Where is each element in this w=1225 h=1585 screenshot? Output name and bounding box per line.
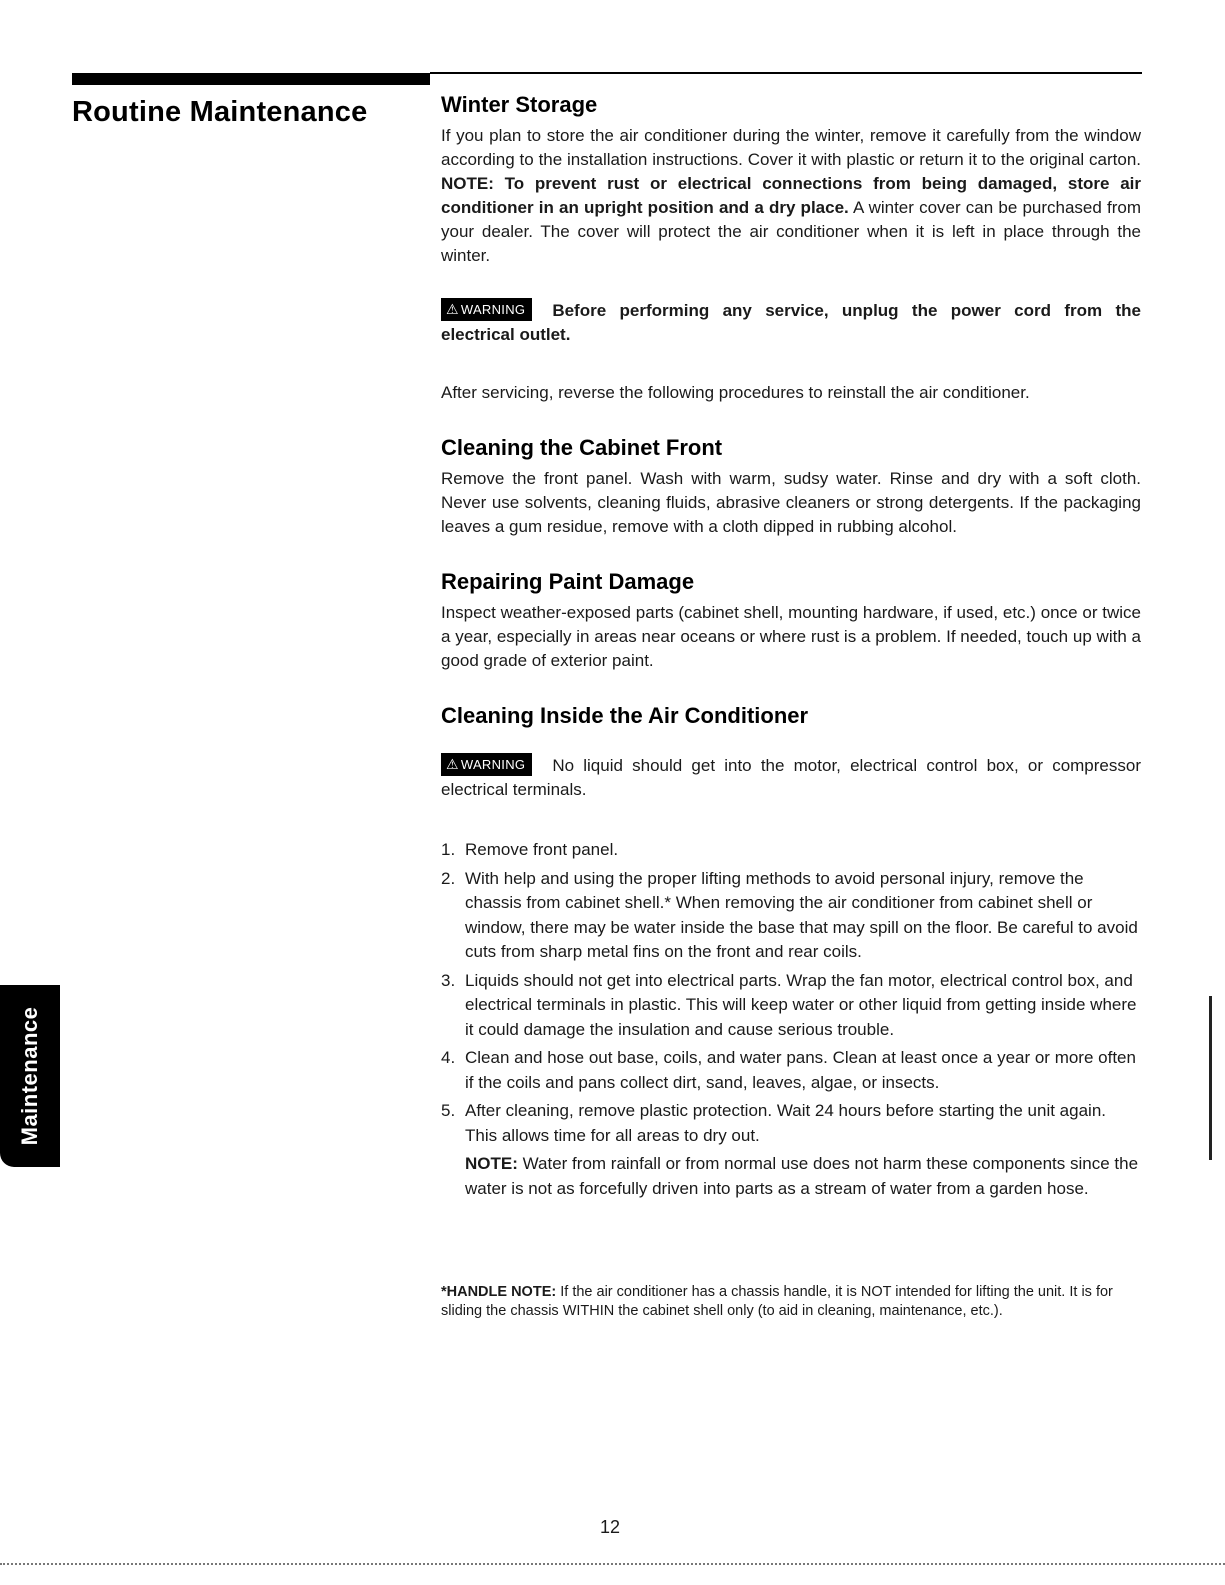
list-item: 3. Liquids should not get into electrical parts. Wrap the fan motor, electrical control box, and electrical terminals in plastic. This will keep water or other liquid from getting inside where it could damage the insulation and cause serious trouble. bbox=[441, 970, 1137, 1039]
winter-storage-note: NOTE: To prevent rust or electrical connections from being damaged, store air conditioner in an upright position and a dry place. bbox=[441, 174, 1141, 217]
warning-badge-2 bbox=[441, 753, 532, 776]
footnote-label: *HANDLE NOTE: bbox=[441, 1284, 557, 1300]
warning-badge-label: WARNING bbox=[460, 302, 526, 317]
cleaning-steps-list bbox=[441, 838, 1141, 1201]
header-rule-thin bbox=[430, 72, 1142, 74]
section-title: Routine Maintenance bbox=[72, 96, 368, 128]
cleaning-inside-title: Cleaning Inside the Air Conditioner bbox=[441, 703, 809, 728]
step-5-note-text: Water from rainfall or from normal use does not harm these components since the water is not as forcefully driven into parts as a stream of water from a garden hose. bbox=[465, 1154, 1139, 1198]
scan-edge bbox=[0, 1563, 1225, 1565]
side-tab-label: Maintenance bbox=[17, 1006, 42, 1146]
warning-liquid-text: No liquid should get into the motor, electrical control box, or compressor electrical terminals. bbox=[441, 756, 1141, 799]
list-item: 1. Remove front panel. bbox=[441, 840, 619, 859]
after-servicing-text: After servicing, reverse the following procedures to reinstall the air conditioner. bbox=[441, 383, 1030, 402]
footnote-text: If the air conditioner has a chassis handle, it is NOT intended for lifting the unit. It is for sliding the chassis WITHIN the cabinet shell only (to aid in cleaning, maintenance, etc.). bbox=[441, 1284, 1113, 1319]
list-item: 5. After cleaning, remove plastic protection. Wait 24 hours before starting the unit again. This allows time for all areas to dry out. NOTE: Water from rainfall or from normal use does not harm these components since the water is not as forcefully driven into parts as a stream of water from a garden hose. bbox=[441, 1099, 1141, 1201]
winter-storage-text bbox=[441, 124, 1141, 268]
winter-storage-text-b: A winter cover can be purchased from your dealer. The cover will protect the air conditioner when it is left in place through the winter. bbox=[441, 198, 1141, 265]
step-5-note-label: NOTE: bbox=[465, 1154, 518, 1173]
winter-storage-title: Winter Storage bbox=[441, 92, 598, 117]
warning-badge-label: WARNING bbox=[460, 757, 526, 772]
warning-triangle-icon: ⚠ bbox=[446, 756, 459, 772]
winter-storage-text-a: If you plan to store the air conditioner during the winter, remove it carefully from the window according to the installation instructions. Cover it with plastic or return it to the original carton. bbox=[441, 126, 1141, 169]
list-item: 4. Clean and hose out base, coils, and water pans. Clean at least once a year or more often if the coils and pans collect dirt, sand, leaves, algae, or insects. bbox=[441, 1048, 1136, 1092]
paint-damage-text: Inspect weather-exposed parts (cabinet shell, mounting hardware, if used, etc.) once or twice a year, especially in areas near oceans or where rust is a problem. If needed, touch up with a good grade of exterior paint. bbox=[441, 603, 1141, 670]
warning-badge bbox=[441, 298, 532, 321]
step-5-note bbox=[465, 1152, 1141, 1201]
edge-line bbox=[1209, 996, 1212, 1160]
header-rule-thick bbox=[72, 73, 430, 85]
main-content bbox=[441, 92, 1141, 1205]
warning-liquid bbox=[441, 753, 1141, 802]
warning-triangle-icon: ⚠ bbox=[446, 301, 459, 317]
warning-unplug bbox=[441, 298, 1141, 347]
cabinet-front-title: Cleaning the Cabinet Front bbox=[441, 435, 723, 460]
section-side-tab bbox=[0, 985, 60, 1167]
list-item: 2. With help and using the proper lifting methods to avoid personal injury, remove the chassis from cabinet shell.* When removing the air conditioner from cabinet shell or window, there may be water inside the base that may spill on the floor. Be careful to avoid cuts from sharp metal fins on the front and rear coils. bbox=[441, 868, 1138, 961]
paint-damage-title: Repairing Paint Damage bbox=[441, 569, 695, 594]
warning-unplug-text: Before performing any service, unplug the power cord from the electrical outlet. bbox=[441, 301, 1141, 344]
page-number: 12 bbox=[599, 1517, 621, 1537]
cabinet-front-text: Remove the front panel. Wash with warm, sudsy water. Rinse and dry with a soft cloth. Never use solvents, cleaning fluids, abrasive cleaners or strong detergents. If the packaging leaves a gum residue, remove with a cloth dipped in rubbing alcohol. bbox=[441, 469, 1141, 536]
handle-footnote bbox=[441, 1283, 1141, 1321]
